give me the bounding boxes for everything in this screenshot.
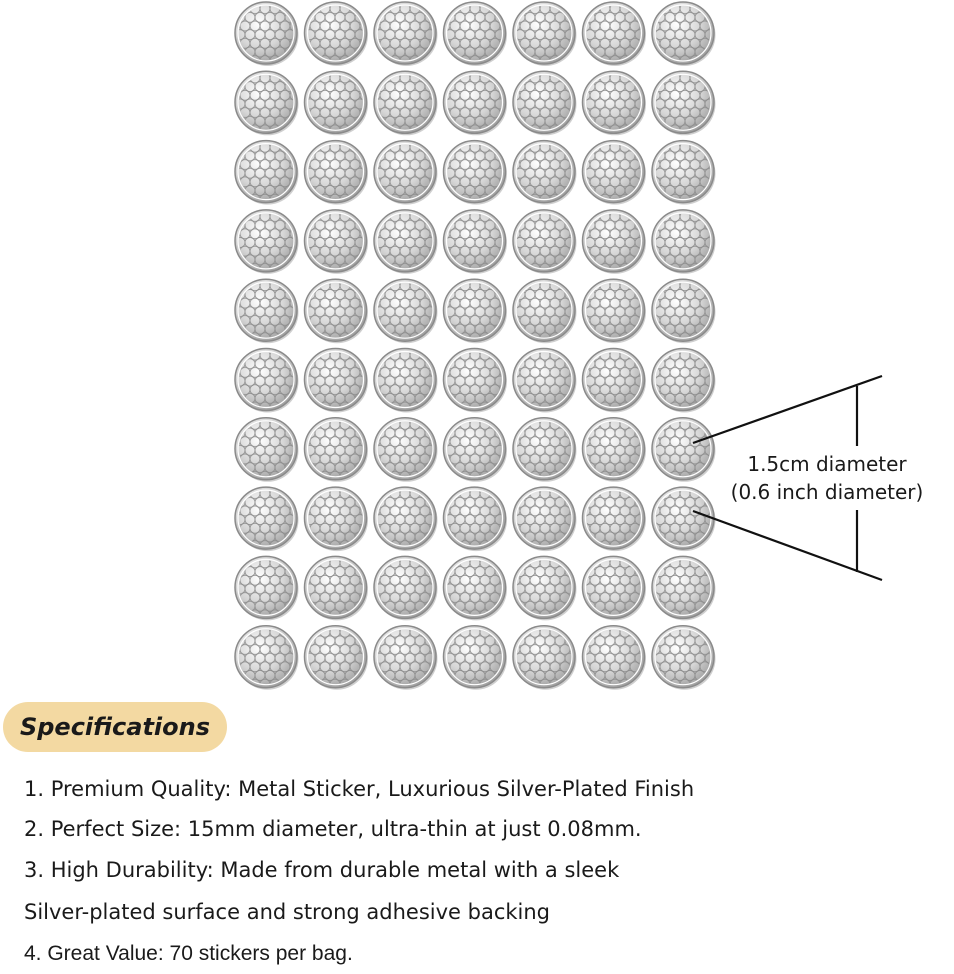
flower-of-life-icon [587, 491, 641, 545]
sticker-3 [374, 2, 438, 66]
sticker-26 [513, 210, 577, 274]
sticker-30 [305, 279, 369, 343]
sticker-29 [235, 279, 299, 343]
sticker-9 [305, 71, 369, 135]
sticker-48 [583, 418, 647, 482]
sticker-4 [444, 2, 508, 66]
sticker-27 [583, 210, 647, 274]
spec-item-value: 4. Great Value: 70 stickers per bag. [24, 942, 353, 965]
sticker-63 [652, 556, 716, 620]
flower-of-life-icon [239, 491, 293, 545]
sticker-55 [583, 487, 647, 551]
sticker-52 [374, 487, 438, 551]
flower-of-life-icon [239, 560, 293, 614]
flower-of-life-icon [656, 560, 710, 614]
flower-of-life-icon [448, 560, 502, 614]
sticker-22 [235, 210, 299, 274]
flower-of-life-icon [517, 75, 571, 129]
sticker-58 [305, 556, 369, 620]
flower-of-life-icon [309, 560, 363, 614]
sticker-31 [374, 279, 438, 343]
flower-of-life-icon [517, 353, 571, 407]
flower-of-life-icon [656, 353, 710, 407]
flower-of-life-icon [239, 630, 293, 684]
sticker-45 [374, 418, 438, 482]
sticker-1 [235, 2, 299, 66]
flower-of-life-icon [378, 422, 432, 476]
flower-of-life-icon [239, 422, 293, 476]
flower-of-life-icon [656, 6, 710, 60]
flower-of-life-icon [587, 214, 641, 268]
flower-of-life-icon [309, 214, 363, 268]
dimension-line-upper [693, 376, 882, 443]
flower-of-life-icon [378, 145, 432, 199]
sticker-18 [444, 141, 508, 205]
flower-of-life-icon [239, 353, 293, 407]
sticker-32 [444, 279, 508, 343]
flower-of-life-icon [448, 75, 502, 129]
flower-of-life-icon [448, 214, 502, 268]
flower-of-life-icon [517, 6, 571, 60]
flower-of-life-icon [239, 214, 293, 268]
sticker-12 [513, 71, 577, 135]
flower-of-life-icon [239, 283, 293, 337]
sticker-24 [374, 210, 438, 274]
flower-of-life-icon [448, 145, 502, 199]
specifications-badge [3, 702, 227, 752]
sticker-40 [513, 349, 577, 413]
sticker-46 [444, 418, 508, 482]
sticker-15 [235, 141, 299, 205]
spec-item-durability-continued: Silver-plated surface and strong adhesive backing [24, 900, 550, 924]
dimension-cm-label: 1.5cm diameter [747, 452, 907, 476]
sticker-44 [305, 418, 369, 482]
spec-item-durability: 3. High Durability: Made from durable metal with a sleek [24, 858, 620, 882]
flower-of-life-icon [448, 630, 502, 684]
flower-of-life-icon [448, 422, 502, 476]
dimension-line-lower [693, 511, 882, 580]
flower-of-life-icon [656, 283, 710, 337]
flower-of-life-icon [587, 75, 641, 129]
flower-of-life-icon [378, 630, 432, 684]
sticker-16 [305, 141, 369, 205]
sticker-23 [305, 210, 369, 274]
flower-of-life-icon [309, 75, 363, 129]
sticker-35 [652, 279, 716, 343]
sticker-25 [444, 210, 508, 274]
sticker-67 [444, 626, 508, 690]
sticker-21 [652, 141, 716, 205]
sticker-53 [444, 487, 508, 551]
flower-of-life-icon [517, 214, 571, 268]
flower-of-life-icon [587, 422, 641, 476]
flower-of-life-icon [448, 283, 502, 337]
flower-of-life-icon [309, 491, 363, 545]
dimension-indicator [693, 376, 882, 580]
sticker-17 [374, 141, 438, 205]
flower-of-life-icon [587, 283, 641, 337]
sticker-8 [235, 71, 299, 135]
flower-of-life-icon [587, 6, 641, 60]
sticker-57 [235, 556, 299, 620]
flower-of-life-icon [378, 214, 432, 268]
sticker-38 [374, 349, 438, 413]
sticker-7 [652, 2, 716, 66]
sticker-51 [305, 487, 369, 551]
sticker-28 [652, 210, 716, 274]
sticker-41 [583, 349, 647, 413]
sticker-19 [513, 141, 577, 205]
sticker-20 [583, 141, 647, 205]
flower-of-life-icon [378, 491, 432, 545]
flower-of-life-icon [587, 630, 641, 684]
sticker-54 [513, 487, 577, 551]
flower-of-life-icon [309, 283, 363, 337]
specifications-title: Specifications [19, 713, 211, 741]
flower-of-life-icon [309, 145, 363, 199]
sticker-59 [374, 556, 438, 620]
sticker-11 [444, 71, 508, 135]
sticker-70 [652, 626, 716, 690]
flower-of-life-icon [656, 75, 710, 129]
sticker-43 [235, 418, 299, 482]
flower-of-life-icon [517, 560, 571, 614]
sticker-47 [513, 418, 577, 482]
flower-of-life-icon [239, 6, 293, 60]
spec-item-quality: 1. Premium Quality: Metal Sticker, Luxurious Silver-Plated Finish [24, 777, 695, 801]
sticker-2 [305, 2, 369, 66]
flower-of-life-icon [448, 491, 502, 545]
flower-of-life-icon [448, 353, 502, 407]
flower-of-life-icon [517, 145, 571, 199]
flower-of-life-icon [587, 560, 641, 614]
sticker-39 [444, 349, 508, 413]
sticker-65 [305, 626, 369, 690]
sticker-62 [583, 556, 647, 620]
flower-of-life-icon [656, 145, 710, 199]
flower-of-life-icon [309, 6, 363, 60]
sticker-14 [652, 71, 716, 135]
flower-of-life-icon [517, 630, 571, 684]
flower-of-life-icon [378, 353, 432, 407]
spec-item-size: 2. Perfect Size: 15mm diameter, ultra-thin at just 0.08mm. [24, 817, 642, 841]
flower-of-life-icon [517, 491, 571, 545]
sticker-6 [583, 2, 647, 66]
sticker-34 [583, 279, 647, 343]
sticker-33 [513, 279, 577, 343]
sticker-69 [583, 626, 647, 690]
sticker-37 [305, 349, 369, 413]
flower-of-life-icon [448, 6, 502, 60]
flower-of-life-icon [378, 283, 432, 337]
flower-of-life-icon [239, 145, 293, 199]
flower-of-life-icon [656, 214, 710, 268]
sticker-13 [583, 71, 647, 135]
flower-of-life-icon [309, 353, 363, 407]
sticker-66 [374, 626, 438, 690]
dimension-inch-label: (0.6 inch diameter) [730, 480, 924, 504]
sticker-68 [513, 626, 577, 690]
flower-of-life-icon [587, 145, 641, 199]
sticker-61 [513, 556, 577, 620]
sticker-36 [235, 349, 299, 413]
flower-of-life-icon [309, 630, 363, 684]
sticker-64 [235, 626, 299, 690]
sticker-60 [444, 556, 508, 620]
flower-of-life-icon [378, 75, 432, 129]
sticker-5 [513, 2, 577, 66]
flower-of-life-icon [517, 422, 571, 476]
flower-of-life-icon [517, 283, 571, 337]
sticker-50 [235, 487, 299, 551]
flower-of-life-icon [587, 353, 641, 407]
sticker-42 [652, 349, 716, 413]
flower-of-life-icon [656, 630, 710, 684]
flower-of-life-icon [239, 75, 293, 129]
flower-of-life-icon [309, 422, 363, 476]
sticker-10 [374, 71, 438, 135]
flower-of-life-icon [378, 560, 432, 614]
flower-of-life-icon [378, 6, 432, 60]
